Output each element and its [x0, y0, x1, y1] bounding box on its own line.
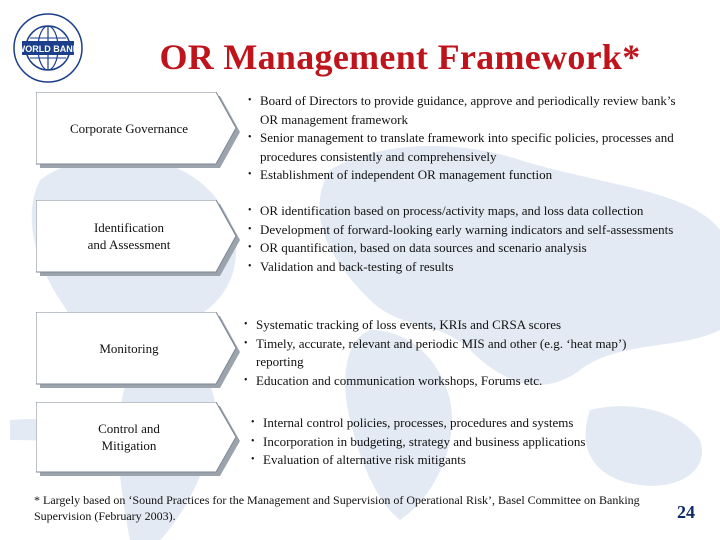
chevron-box — [36, 402, 238, 478]
chevron-label: Corporate Governance — [69, 120, 189, 136]
bullet-item: • Systematic tracking of loss events, KRIs and CRSA scores — [244, 316, 674, 335]
slide-title: OR Management Framework* — [159, 37, 641, 77]
page-number: 24 — [677, 502, 695, 522]
bullet-list — [251, 414, 671, 470]
bullet-item: • Timely, accurate, relevant and periodic MIS and other (e.g. ‘heat map’) reporting — [244, 335, 674, 372]
bullet-list — [248, 202, 678, 276]
bullet-list — [244, 316, 674, 390]
chevron-label: Identification and Assessment — [87, 220, 171, 252]
bullet-item: • Internal control policies, processes, procedures and systems — [251, 414, 671, 433]
bullet-item: • Education and communication workshops, Forums etc. — [244, 372, 674, 391]
bullet-item: • Development of forward-looking early warning indicators and self-assessments — [248, 221, 678, 240]
chevron-box — [36, 312, 238, 390]
chevron-label: Control and Mitigation — [98, 421, 160, 453]
world-bank-logo — [10, 10, 86, 86]
bullet-item: • OR identification based on process/activity maps, and loss data collection — [248, 202, 678, 221]
chevron-box — [36, 200, 238, 278]
chevron-label: Monitoring — [99, 340, 159, 356]
bullet-item: • Validation and back-testing of results — [248, 258, 678, 277]
footnote: * Largely based on ‘Sound Practices for the Management and Supervision of Operational Risk’, Basel Committee on Banking Supervision (February 2003). — [34, 493, 640, 523]
bullet-item: • Establishment of independent OR management function — [248, 166, 678, 185]
bullet-item: • Incorporation in budgeting, strategy and business applications — [251, 433, 671, 452]
bullet-item: • OR quantification, based on data sources and scenario analysis — [248, 239, 678, 258]
bullet-item: • Evaluation of alternative risk mitigants — [251, 451, 671, 470]
bullet-item: • Senior management to translate framework into specific policies, processes and procedures consistently and comprehensively — [248, 129, 678, 166]
logo-text: WORLD BANK — [16, 44, 80, 54]
bullet-item: • Board of Directors to provide guidance, approve and periodically review bank’s OR management framework — [248, 92, 678, 129]
bullet-list — [248, 92, 678, 185]
chevron-box — [36, 92, 238, 170]
